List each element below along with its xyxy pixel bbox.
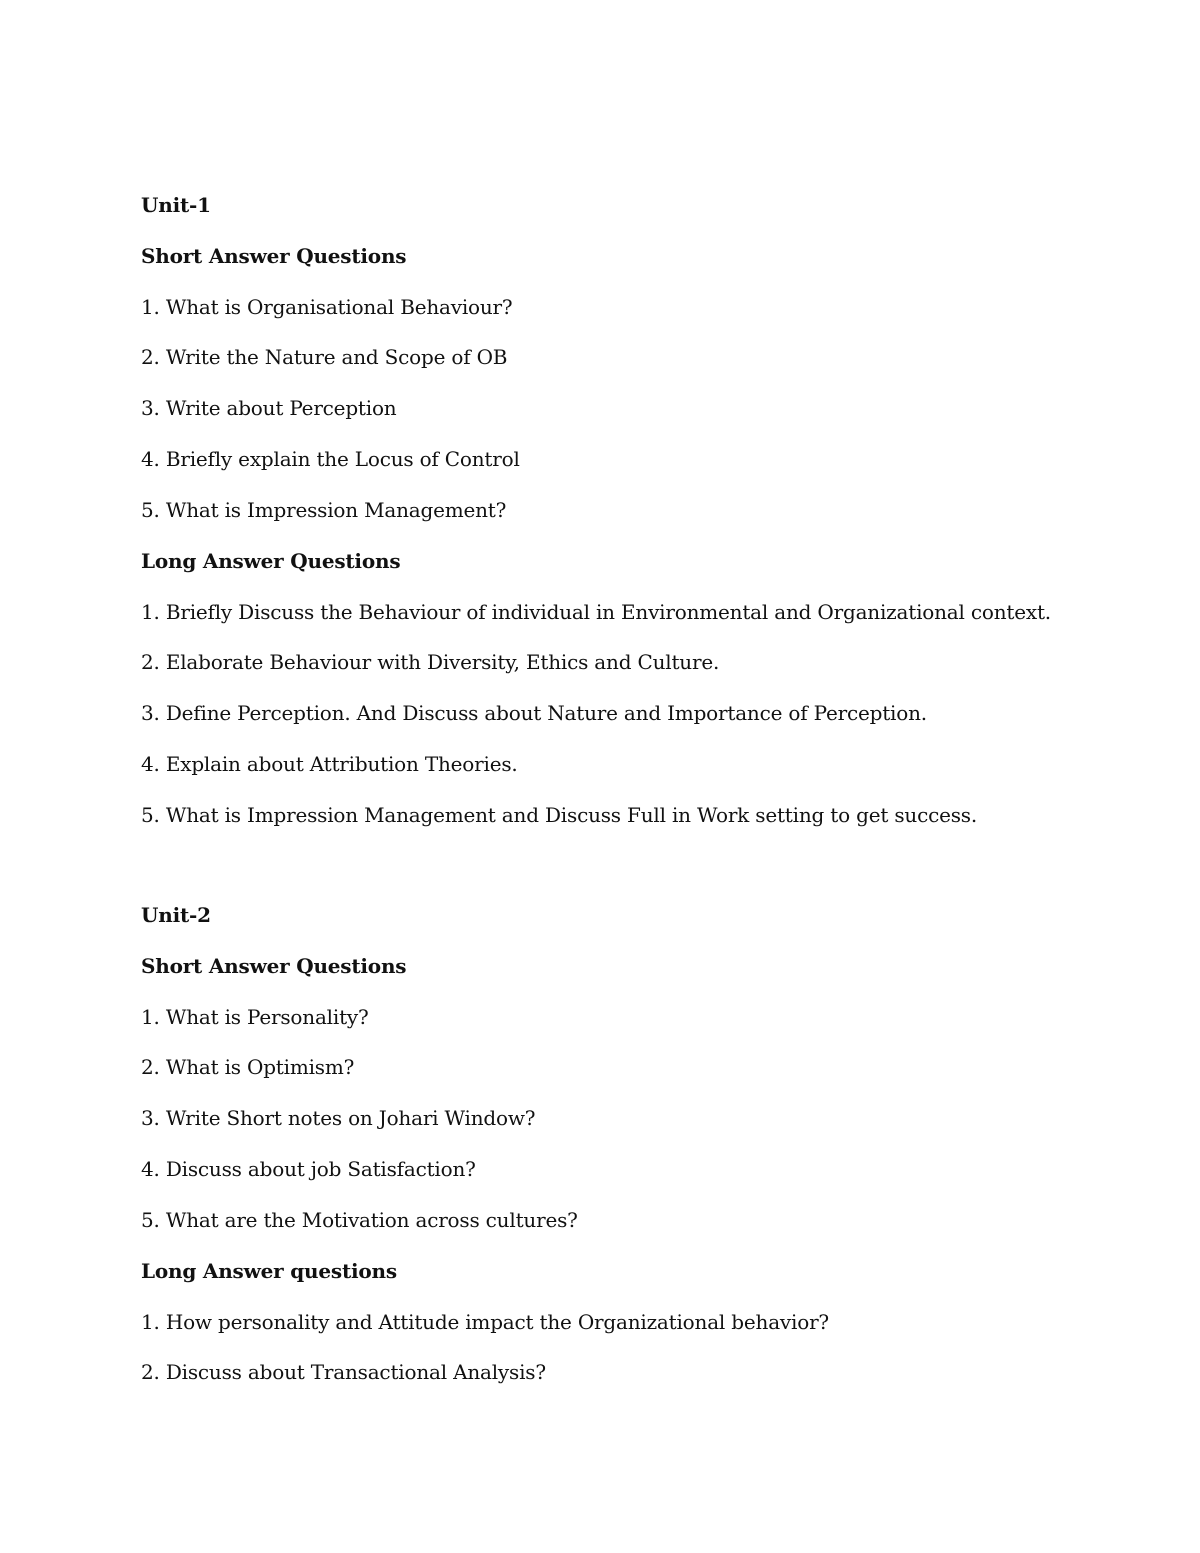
unit-1-short-q4: 4. Briefly explain the Locus of Control (141, 447, 520, 471)
unit-1-short-q1: 1. What is Organisational Behaviour? (141, 295, 513, 319)
unit-1-long-q4: 4. Explain about Attribution Theories. (141, 752, 518, 776)
unit-2-short-q4: 4. Discuss about job Satisfaction? (141, 1157, 476, 1181)
unit-2-short-q2: 2. What is Optimism? (141, 1055, 355, 1079)
unit-2-long-heading: Long Answer questions (141, 1259, 397, 1283)
unit-1-long-heading: Long Answer Questions (141, 549, 401, 573)
unit-1-long-q5: 5. What is Impression Management and Discuss Full in Work setting to get success. (141, 803, 977, 827)
unit-2-short-q5: 5. What are the Motivation across cultures? (141, 1208, 578, 1232)
unit-2-short-q3: 3. Write Short notes on Johari Window? (141, 1106, 536, 1130)
unit-2-title: Unit-2 (141, 903, 211, 927)
unit-2-short-heading: Short Answer Questions (141, 954, 407, 978)
unit-1-short-q3: 3. Write about Perception (141, 396, 397, 420)
unit-1-title: Unit-1 (141, 193, 211, 217)
unit-1-short-q2: 2. Write the Nature and Scope of OB (141, 345, 508, 369)
unit-2-long-q2: 2. Discuss about Transactional Analysis? (141, 1360, 546, 1384)
unit-1-long-q1: 1. Briefly Discuss the Behaviour of individual in Environmental and Organizational context. (141, 600, 1051, 624)
unit-1-short-q5: 5. What is Impression Management? (141, 498, 507, 522)
unit-1-short-heading: Short Answer Questions (141, 244, 407, 268)
unit-1-long-q2: 2. Elaborate Behaviour with Diversity, Ethics and Culture. (141, 650, 720, 674)
unit-2-long-q1: 1. How personality and Attitude impact the Organizational behavior? (141, 1310, 829, 1334)
unit-2-short-q1: 1. What is Personality? (141, 1005, 369, 1029)
unit-1-long-q3: 3. Define Perception. And Discuss about Nature and Importance of Perception. (141, 701, 927, 725)
